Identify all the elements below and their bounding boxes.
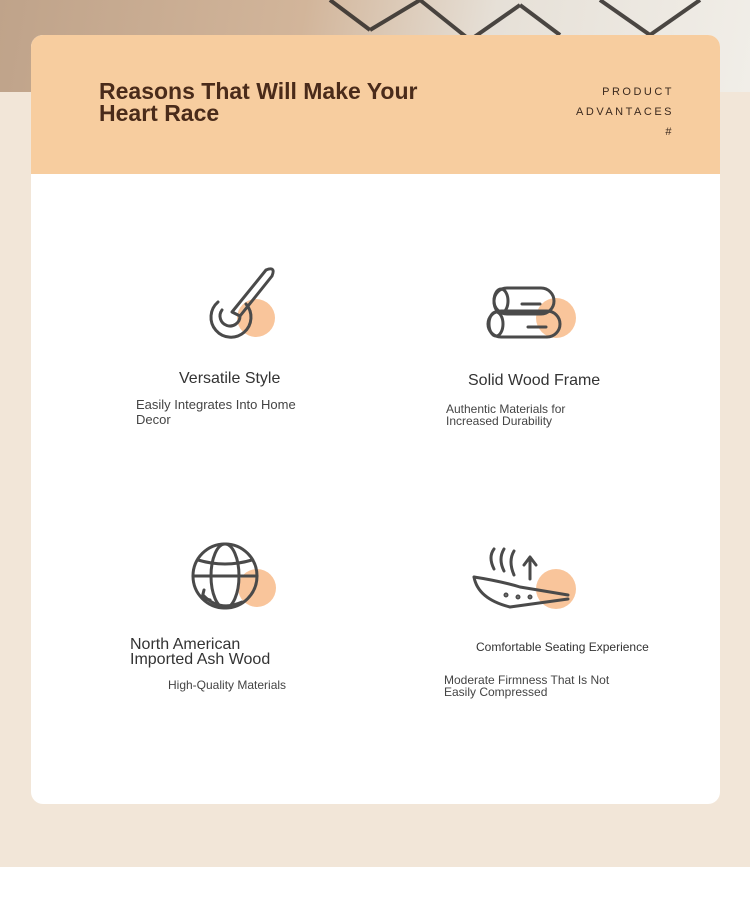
- wood-logs-icon: [484, 283, 580, 345]
- feature-description: Moderate Firmness That Is Not Easily Compressed: [444, 673, 610, 699]
- side-label-line: ADVANTACES: [576, 106, 674, 118]
- headline: Reasons That Will Make Your Heart Race: [99, 78, 418, 126]
- feature-title: Solid Wood Frame: [468, 372, 601, 389]
- cushion-press-icon: [470, 547, 580, 613]
- feature-description: High-Quality Materials: [168, 678, 287, 692]
- side-label-line: PRODUCT: [602, 86, 674, 98]
- page-bottom-strip: [0, 867, 750, 905]
- brush-palette-icon: [196, 264, 280, 344]
- feature-title: North American Imported Ash Wood: [130, 636, 271, 668]
- feature-description: Authentic Materials for Increased Durability: [446, 402, 566, 428]
- product-advantages-label: [576, 82, 674, 142]
- advantages-card: [31, 35, 720, 804]
- feature-title: Versatile Style: [179, 370, 281, 387]
- side-label-hash: #: [665, 126, 674, 138]
- feature-description: Easily Integrates Into Home Decor: [136, 397, 296, 427]
- feature-title: Comfortable Seating Experience: [476, 640, 649, 654]
- globe-arrow-icon: [190, 542, 280, 614]
- card-header: [31, 35, 720, 174]
